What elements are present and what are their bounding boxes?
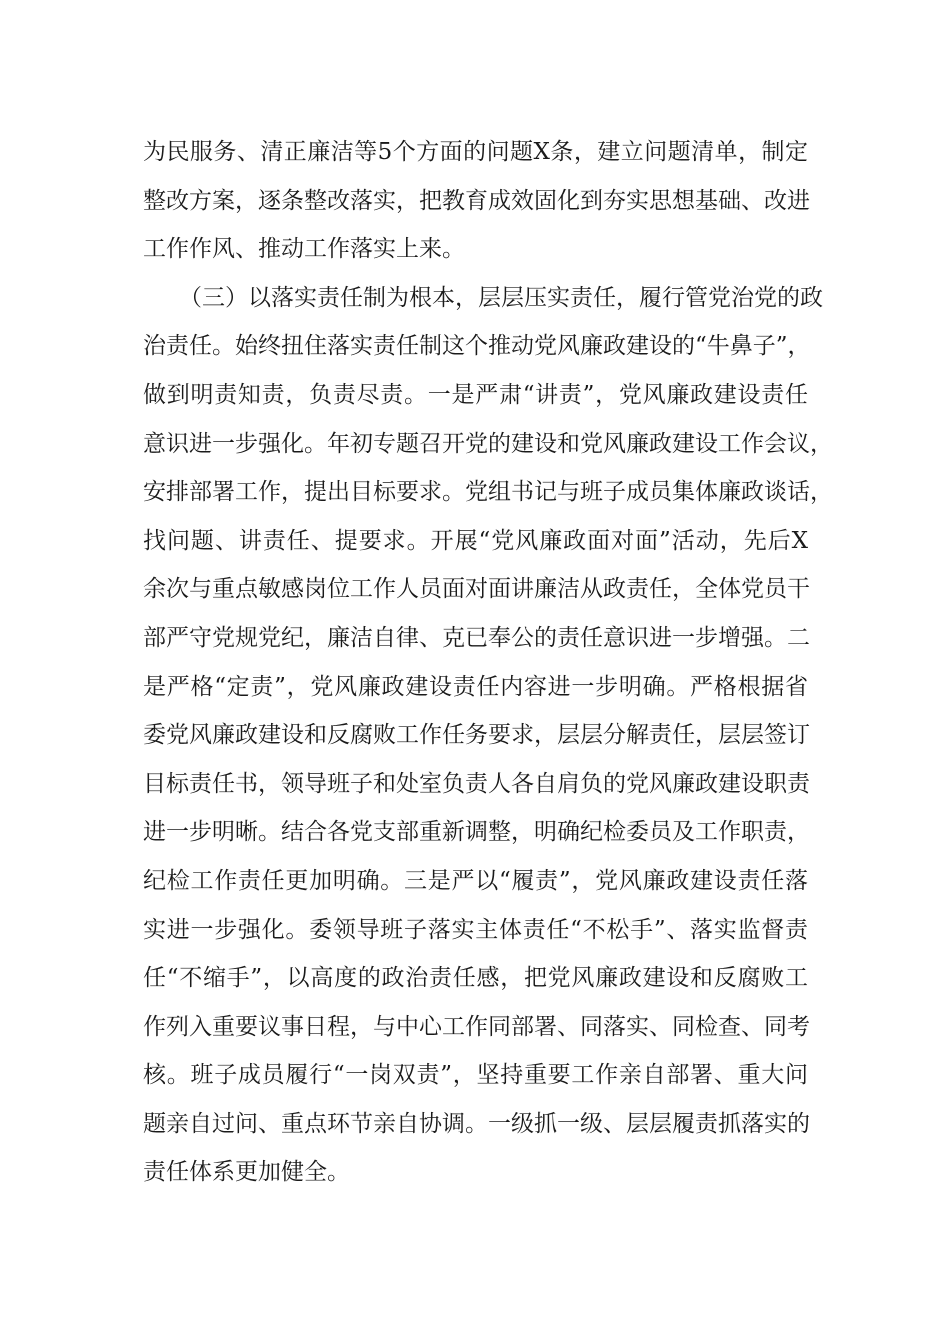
text-line: 进一步明晰。结合各党支部重新调整，明确纪检委员及工作职责， bbox=[143, 819, 810, 846]
text-line: 治责任。始终扭住落实责任制这个推动党风廉政建设的“牛鼻子”， bbox=[143, 333, 811, 360]
text-line: 作列入重要议事日程，与中心工作同部署、同落实、同检查、同考 bbox=[143, 1013, 810, 1040]
text-line: 安排部署工作，提出目标要求。党组书记与班子成员集体廉政谈话， bbox=[143, 479, 833, 506]
text-line: 核。班子成员履行“一岗双责”，坚持重要工作亲自部署、重大问 bbox=[143, 1062, 808, 1089]
text-line: 是严格“定责”，党风廉政建设责任内容进一步明确。严格根据省 bbox=[143, 673, 808, 700]
text-line: 责任体系更加健全。 bbox=[143, 1159, 350, 1186]
text-line: 余次与重点敏感岗位工作人员面对面讲廉洁从政责任，全体党员干 bbox=[143, 576, 810, 603]
text-line: 意识进一步强化。年初专题召开党的建设和党风廉政建设工作会议， bbox=[143, 430, 833, 457]
body-text bbox=[143, 128, 833, 1197]
text-line: 为民服务、清正廉洁等5个方面的问题X条，建立问题清单，制定 bbox=[143, 139, 808, 165]
text-line: 纪检工作责任更加明确。三是严以“履责”，党风廉政建设责任落 bbox=[143, 867, 808, 894]
text-line: 整改方案，逐条整改落实，把教育成效固化到夯实思想基础、改进 bbox=[143, 187, 810, 214]
text-line: 做到明责知责，负责尽责。一是严肃“讲责”，党风廉政建设责任 bbox=[143, 381, 808, 408]
text-line: 目标责任书，领导班子和处室负责人各自肩负的党风廉政建设职责 bbox=[143, 770, 810, 797]
text-line: 找问题、讲责任、提要求。开展“党风廉政面对面”活动，先后X bbox=[143, 527, 808, 554]
text-line: 任“不缩手”，以高度的政治责任感，把党风廉政建设和反腐败工 bbox=[143, 965, 808, 992]
text-line: 委党风廉政建设和反腐败工作任务要求，层层分解责任，层层签订 bbox=[143, 722, 810, 749]
text-line: 部严守党规党纪，廉洁自律、克已奉公的责任意识进一步增强。二 bbox=[143, 624, 810, 651]
text-line: 题亲自过问、重点环节亲自协调。一级抓一级、层层履责抓落实的 bbox=[143, 1110, 810, 1137]
section-heading-line: （三）以落实责任制为根本，层层压实责任，履行管党治党的政 bbox=[179, 284, 823, 311]
text-line: 实进一步强化。委领导班子落实主体责任“不松手”、落实监督责 bbox=[143, 916, 808, 943]
text-line: 工作作风、推动工作落实上来。 bbox=[143, 236, 465, 263]
